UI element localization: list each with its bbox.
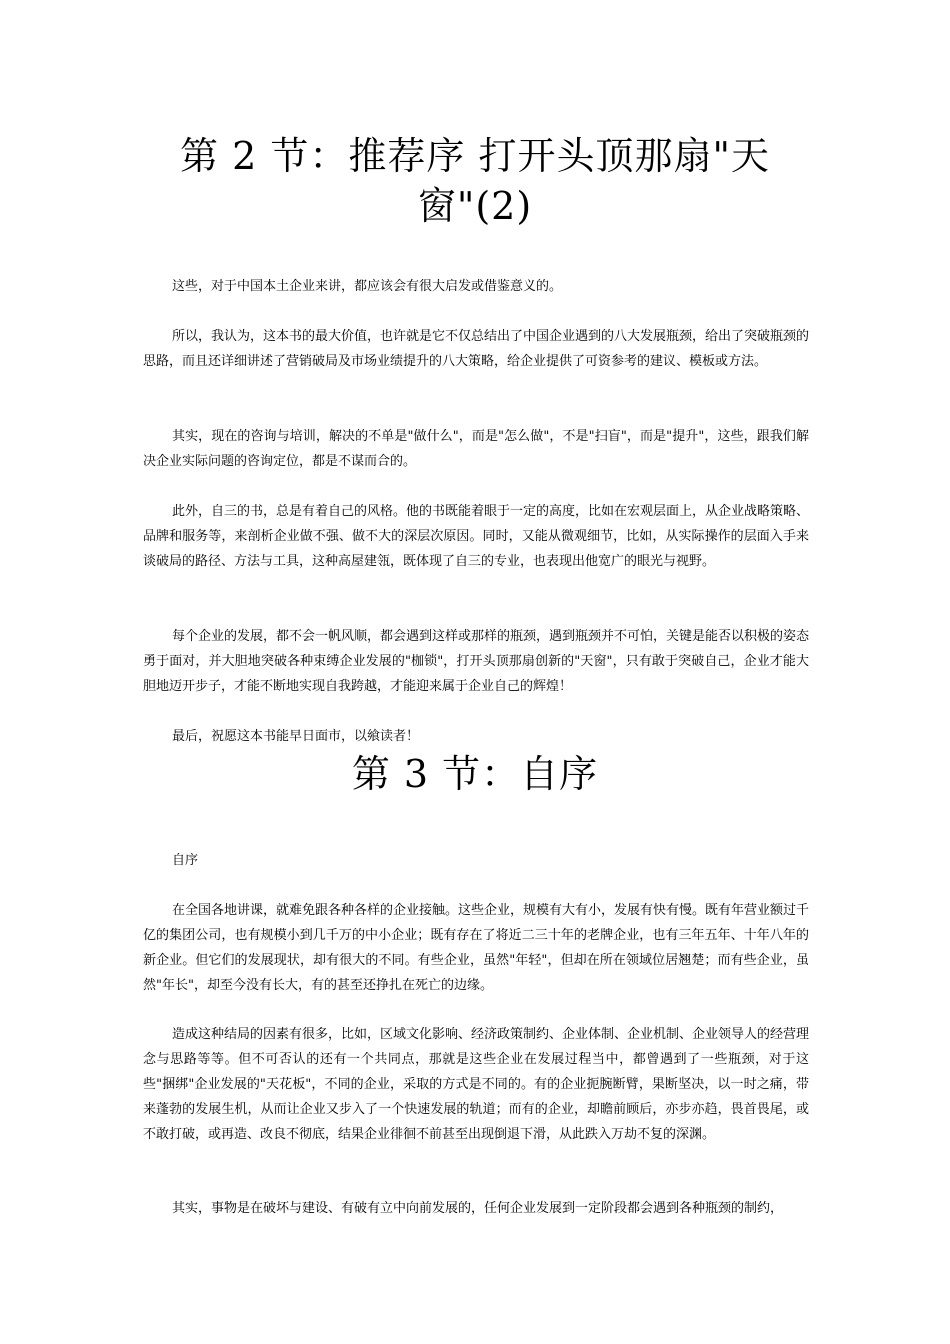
paragraph: 自序: [172, 853, 199, 868]
paragraph: 最后，祝愿这本书能早日面市，以飨读者！: [172, 729, 420, 744]
paragraph: 每个企业的发展，都不会一帆风顺，都会遇到这样或那样的瓶颈，遇到瓶颈并不可怕，关键是能否以积极的姿态勇于面对，并大胆地突破各种束缚企业发展的"枷锁"，打开头顶那扇创新的"天窗"，只有敢于突破自己，企业才能大胆地迈开步子，才能不断地实现自我跨越，才能迎来属于企业自己的辉煌！: [143, 629, 810, 694]
paragraph: 这些，对于中国本土企业来讲，都应该会有很大启发或借鉴意义的。: [172, 279, 563, 294]
section-2-title: 第 2 节：推荐序 打开头顶那扇"天窗"(2): [180, 134, 770, 228]
paragraph: 造成这种结局的因素有很多，比如，区域文化影响、经济政策制约、企业体制、企业机制、企业领导人的经营理念与思路等等。但不可否认的还有一个共同点，那就是这些企业在发展过程当中，都曾遇到了一些瓶颈，对于这些"捆绑"企业发展的"天花板"，不同的企业，采取的方式是不同的。有的企业扼腕断臂，果断坚决，以一时之痛，带来蓬勃的发展生机，从而让企业又步入了一个快速发展的轨道；而有的企业，却瞻前顾后，亦步亦趋，畏首畏尾，或不敢打破，或再造、改良不彻底，结果企业徘徊不前甚至出现倒退下滑，从此跌入万劫不复的深渊。: [143, 1027, 810, 1142]
paragraph: 此外，自三的书，总是有着自己的风格。他的书既能着眼于一定的高度，比如在宏观层面上，从企业战略策略、品牌和服务等，来剖析企业做不强、做不大的深层次原因。同时，又能从微观细节，比如，从实际操作的层面入手来谈破局的路径、方法与工具，这种高屋建瓴，既体现了自三的专业，也表现出他宽广的眼光与视野。: [143, 504, 810, 569]
section-3-title: 第 3 节：自序: [351, 752, 599, 796]
paragraph: 所以，我认为，这本书的最大价值，也许就是它不仅总结出了中国企业遇到的八大发展瓶颈，给出了突破瓶颈的思路，而且还详细讲述了营销破局及市场业绩提升的八大策略，给企业提供了可资参考的建议、模板或方法。: [143, 329, 810, 369]
paragraph: 其实，事物是在破坏与建设、有破有立中向前发展的，任何企业发展到一定阶段都会遇到各种瓶颈的制约，: [172, 1201, 784, 1216]
paragraph: 其实，现在的咨询与培训，解决的不单是"做什么"，而是"怎么做"，不是"扫盲"，而是"提升"，这些，跟我们解决企业实际问题的咨询定位，都是不谋而合的。: [143, 429, 809, 469]
paragraph: 在全国各地讲课，就难免跟各种各样的企业接触。这些企业，规模有大有小，发展有快有慢。既有年营业额过千亿的集团公司，也有规模小到几千万的中小企业；既有存在了将近二三十年的老牌企业，也有三年五年、十年八年的新企业。但它们的发展现状，却有很大的不同。有些企业，虽然"年轻"，但却在所在领域位居翘楚；而有些企业，虽然"年长"，却至今没有长大，有的甚至还挣扎在死亡的边缘。: [143, 903, 810, 993]
